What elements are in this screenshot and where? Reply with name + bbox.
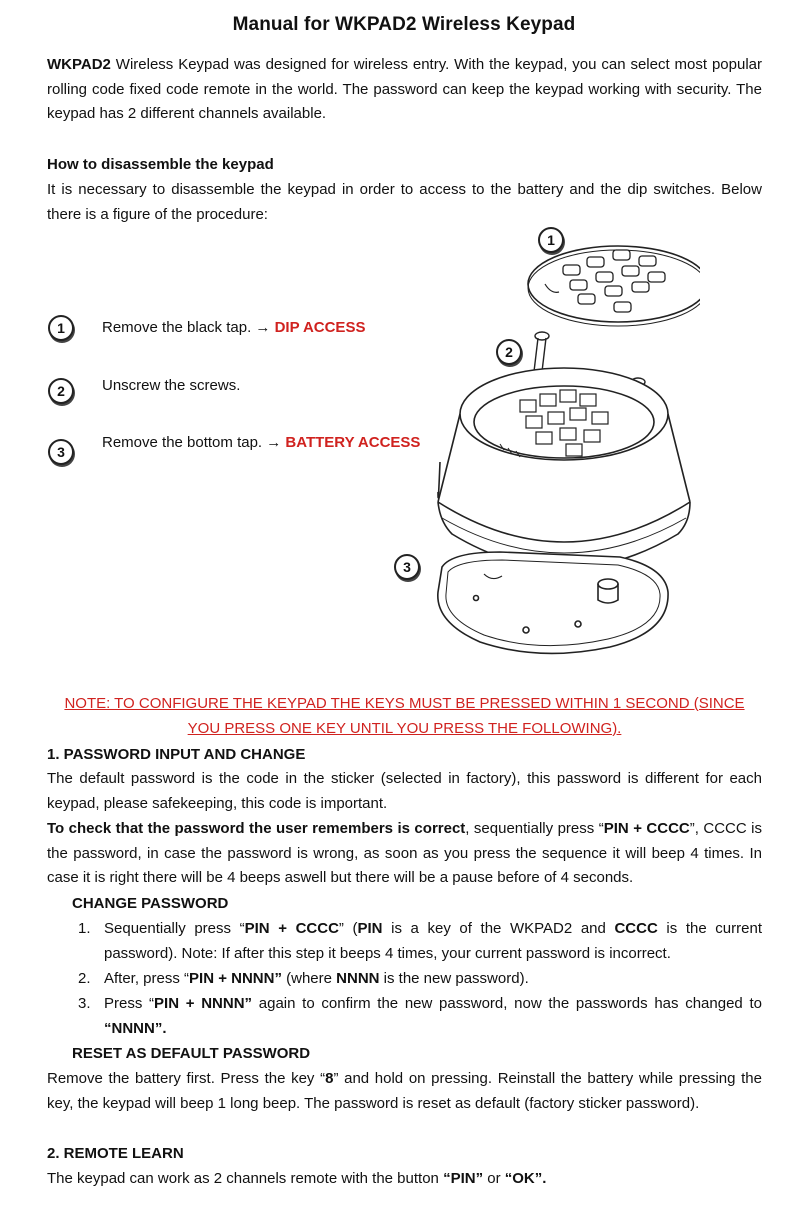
document-title: Manual for WKPAD2 Wireless Keypad	[232, 14, 576, 35]
change-step-2-number: 2.	[78, 970, 91, 987]
p2-text-a: , sequentially press “	[465, 820, 604, 837]
reset-paragraph	[47, 1067, 762, 1116]
item1-b2: PIN	[357, 920, 383, 937]
item2-a: After, press “	[104, 970, 190, 987]
configuration-note: NOTE: TO CONFIGURE THE KEYPAD THE KEYS MUST BE PRESSED WITHIN 1 SECOND (SINCE YOU PRESS ONE KEY UNTIL YOU PRESS THE FOLLOWING).	[64, 695, 745, 737]
p2-text-c: ”, CCCC is the password, in case the password is wrong, as soon as you press the sequence it will beep 4 times. In case it is right there will be 4 beeps aswell but there will be a pause before of 4 seconds.	[47, 820, 762, 886]
item3-a: Press “	[104, 995, 155, 1012]
section-1-paragraph-2	[47, 817, 762, 891]
s2-pin: “PIN”	[443, 1170, 484, 1187]
reset-a: Remove the battery first. Press the key “	[47, 1070, 326, 1087]
step-2-text: Unscrew the screws.	[102, 377, 241, 394]
reset-c: ” and hold on pressing. Reinstall the battery while pressing the key, the keypad will beep 1 long beep. The password is reset as default (factory sticker password).	[47, 1070, 762, 1112]
check-password-lead: To check that the password the user remembers is correct	[47, 820, 466, 837]
reset-key: 8	[325, 1070, 334, 1087]
disassemble-heading: How to disassemble the keypad	[47, 156, 274, 173]
intro-text: Wireless Keypad was designed for wireless entry. With the keypad, you can select most popular rolling code fixed code remote in the world. The password can keep the keypad working with security. The keypad has 2 different channels available.	[47, 56, 762, 122]
item2-b1: PIN + NNNN”	[189, 970, 282, 987]
dip-access-label: DIP ACCESS	[274, 319, 366, 336]
item1-b3: CCCC	[614, 920, 658, 937]
product-name: WKPAD2	[47, 56, 111, 73]
figure-label-3: 3	[394, 554, 420, 580]
s2-ok: “OK”.	[504, 1170, 547, 1187]
s2-b: or	[483, 1170, 505, 1187]
step-3-badge: 3	[48, 439, 74, 465]
section-2-heading: 2. REMOTE LEARN	[47, 1145, 184, 1162]
disassemble-text: It is necessary to disassemble the keypad in order to access to the battery and the dip switches. Below there is a figure of the procedure:	[47, 181, 762, 223]
item3-b2: “NNNN”.	[104, 1019, 167, 1037]
item3-b1: PIN + NNNN”	[154, 995, 253, 1012]
item1-e: is the current password). Note: If after this step it beeps 4 times, your current password is incorrect.	[104, 920, 762, 962]
reset-password-heading: RESET AS DEFAULT PASSWORD	[72, 1045, 311, 1062]
keypad-exploded-figure	[380, 222, 700, 662]
p2-code: PIN + CCCC	[603, 820, 690, 837]
figure-label-2: 2	[496, 339, 522, 365]
step-1-badge: 1	[48, 315, 74, 341]
item2-c: (where	[281, 970, 337, 987]
item2-d: is the new password).	[379, 970, 529, 987]
step-2-badge: 2	[48, 378, 74, 404]
change-step-1-number: 1.	[78, 920, 91, 937]
change-step-1	[78, 917, 762, 966]
step-3-text: Remove the bottom tap. →	[102, 434, 286, 451]
step-1-text: Remove the black tap. →	[102, 319, 275, 336]
figure-label-1: 1	[538, 227, 564, 253]
section-1-heading: 1. PASSWORD INPUT AND CHANGE	[47, 746, 306, 763]
item1-d: is a key of the WKPAD2 and	[382, 920, 615, 937]
item3-c: again to confirm the new password, now the passwords has changed to	[252, 995, 762, 1012]
top-cover-illustration	[528, 246, 700, 326]
change-step-3	[78, 992, 762, 1041]
step-2	[102, 377, 240, 394]
change-password-heading: CHANGE PASSWORD	[72, 895, 229, 912]
s2-a: The keypad can work as 2 channels remote with the button	[47, 1170, 444, 1187]
step-3	[102, 434, 420, 451]
item1-b1: PIN + CCCC	[244, 920, 339, 937]
item1-a: Sequentially press “	[104, 920, 245, 937]
intro-paragraph	[47, 53, 762, 127]
keypad-body-illustration	[438, 368, 690, 568]
bottom-cover-illustration	[438, 552, 668, 653]
battery-access-label: BATTERY ACCESS	[285, 434, 421, 451]
change-step-3-number: 3.	[78, 995, 91, 1012]
section-2-paragraph	[47, 1167, 762, 1192]
section-1-paragraph-1: The default password is the code in the sticker (selected in factory), this password is different for each keypad, please safekeeping, this code is important.	[47, 770, 762, 812]
item1-c: ” (	[338, 920, 358, 937]
step-1	[102, 319, 365, 336]
item2-b2: NNNN	[336, 970, 380, 987]
change-step-2	[78, 967, 762, 992]
